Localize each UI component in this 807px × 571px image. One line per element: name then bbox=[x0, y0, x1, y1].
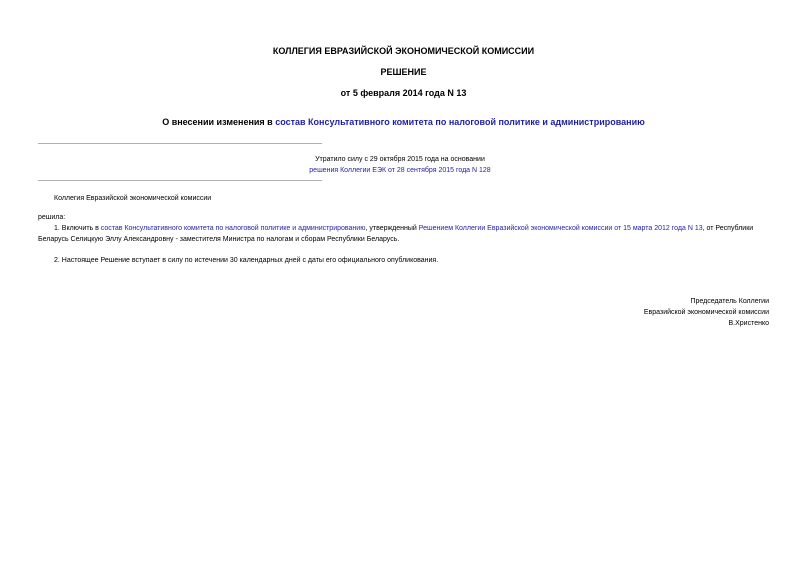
item1-middle: , утвержденный bbox=[365, 225, 419, 232]
signature-name: В.Христенко bbox=[728, 320, 769, 327]
signature-position-line1: Председатель Коллегии bbox=[690, 298, 769, 305]
signature-position-line2: Евразийской экономической комиссии bbox=[643, 309, 769, 316]
organization-heading: КОЛЛЕГИЯ ЕВРАЗИЙСКОЙ ЭКОНОМИЧЕСКОЙ КОМИССИИ bbox=[272, 46, 535, 56]
item1-decision-link[interactable]: Решением Коллегии Евразийской экономической комиссии от 15 марта 2012 года N 13 bbox=[418, 225, 703, 232]
intro-paragraph: Коллегия Евразийской экономической комиссии bbox=[54, 195, 212, 202]
validity-note-text: Утратило силу с 29 октября 2015 года на основании bbox=[315, 156, 485, 163]
committee-composition-link[interactable]: состав Консультативного комитета по налоговой политике и администрированию bbox=[275, 117, 645, 127]
signature-block bbox=[644, 296, 769, 329]
validity-note-line bbox=[308, 165, 492, 177]
paragraph-item-1 bbox=[38, 223, 769, 245]
document-title-prefix: О внесении изменения в bbox=[162, 117, 276, 127]
item1-committee-link[interactable]: состав Консультативного комитета по налоговой политике и администрированию bbox=[100, 225, 366, 232]
document-date-number: от 5 февраля 2014 года N 13 bbox=[340, 88, 467, 98]
item1-prefix: 1. Включить в bbox=[54, 225, 101, 232]
document-type-heading: РЕШЕНИЕ bbox=[380, 67, 427, 77]
item1-suffix: , от Республики Беларусь Селицкую Эллу Александровну - заместителя Министра по налогам и сборам Республики Беларусь. bbox=[38, 225, 754, 243]
paragraph-item-2: 2. Настоящее Решение вступает в силу по истечении 30 календарных дней с даты его официального опубликования. bbox=[54, 257, 439, 264]
divider-bottom bbox=[38, 180, 322, 181]
repeal-decision-link[interactable]: решения Коллегии ЕЭК от 28 сентября 2015 года N 128 bbox=[309, 167, 491, 174]
document-title bbox=[0, 117, 807, 127]
divider-top bbox=[38, 143, 322, 144]
resolved-label: решила: bbox=[38, 214, 66, 221]
